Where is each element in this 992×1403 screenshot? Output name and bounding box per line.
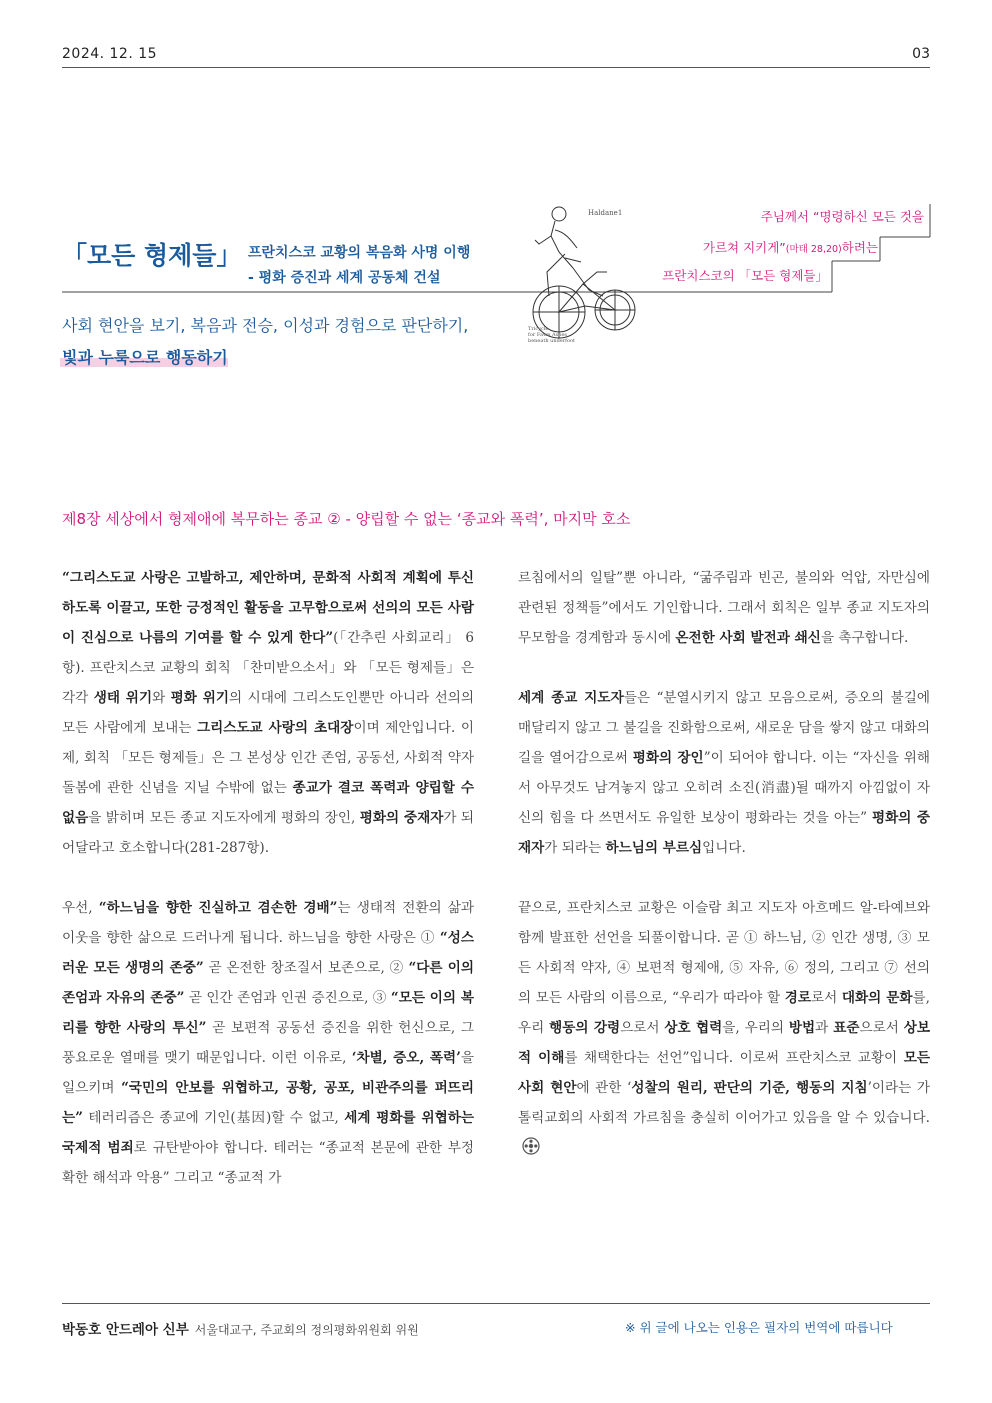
body-column-right: [518, 563, 930, 1193]
author-affiliation: 서울대교구, 주교회의 정의평화위원회 위원: [194, 1323, 419, 1337]
paragraph: 끝으로, 프란치스코 교황은 이슬람 최고 지도자 아흐메드 알-타예브와 함께 발표한 선언을 되풀이합니다. 곧 ① 하느님, ② 인간 생명, ③ 모든 사회적 약자, ④ 보편적 형제애, ⑤ 자유, ⑥ 정의, 그리고 ⑦ 선의의 모든 사람의 이름으로, “우리가 따라야 할 경로로서 대화의 문화를, 우리 행동의 강령으로서 상호 협력을, 우리의 방법과 표준으로서 상보적 이해를 채택한다는 선언”입니다. 이로써 프란치스코 교황이 모든 사회 현안에 관한 ‘성찰의 원리, 판단의 기준, 행동의 지침’이라는 가톨릭교회의 사회적 가르침을 충실히 이어가고 있음을 알 수 있습니다.: [518, 893, 930, 1163]
quote-line-2-main: 가르쳐 지키게”: [702, 240, 786, 255]
author-line: [62, 1318, 419, 1338]
translation-note: ※ 위 글에 나오는 인용은 필자의 번역에 따릅니다: [625, 1320, 893, 1335]
paragraph: 우선, “하느님을 향한 진실하고 겸손한 경배”는 생태적 전환의 삶과 이웃을 향한 삶으로 드러나게 됩니다. 하느님을 향한 사랑은 ① “성스러운 모든 생명의 존중” 곧 온전한 창조질서 보존으로, ② “다른 이의 존엄과 자유의 존중” 곧 인간 존엄과 인권 증진으로, ③ “모든 이의 복리를 향한 사랑의 투신” 곧 보편적 공동선 증진을 위한 헌신으로, 그 풍요로운 열매를 맺기 때문입니다. 이런 이유로, ‘차별, 증오, 폭력’을 일으키며 “국민의 안보를 위협하고, 공황, 공포, 비관주의를 퍼뜨리는” 테러리즘은 종교에 기인(基因)할 수 없고, 세계 평화를 위협하는 국제적 범죄로 규탄받아야 합니다. 테러는 “종교적 본문에 관한 부정확한 해석과 악용” 그리고 “종교적 가: [62, 900, 475, 1186]
paragraph: “그리스도교 사랑은 고발하고, 제안하며, 문화적 사회적 계획에 투신하도록 이끌고, 또한 긍정적인 활동을 고무함으로써 선의의 모든 사람이 진심으로 나름의 기여를 할 수 있게 한다”(「간추린 사회교리」 6항). 프란치스코 교황의 회칙 「찬미받으소서」와 「모든 형제들」은 각각 생태 위기와 평화 위기의 시대에 그리스도인뿐만 아니라 선의의 모든 사람에게 보내는 그리스도교 사랑의 초대장이며 제안입니다. 이제, 회칙 「모든 형제들」은 그 본성상 인간 존엄, 공동선, 사회적 약자 돌봄에 관한 신념을 지닐 수밖에 없는 종교가 결코 폭력과 양립할 수 없음을 밝히며 모든 종교 지도자에게 평화의 장인, 평화의 중재자가 되어달라고 호소합니다(281-287항).: [62, 570, 475, 856]
document-title: 「모든 형제들」: [62, 241, 242, 270]
issue-date: 2024. 12. 15: [62, 46, 158, 62]
chapter-heading: 제8장 세상에서 형제애에 복무하는 종교 ② - 양립할 수 없는 ‘종교와 폭력’, 마지막 호소: [62, 510, 631, 528]
topic-line-2: 빛과 누룩으로 행동하기: [62, 348, 228, 367]
quote-line-2: [703, 238, 878, 256]
subtitle-line-1: 프란치스코 교황의 복음화 사명 이행: [248, 245, 471, 261]
quote-line-3: 프란치스코의 「모든 형제들」: [662, 268, 828, 283]
body-column-left: [62, 563, 474, 1223]
author-name: 박동호 안드레아 신부: [62, 1322, 189, 1338]
subtitle-line-2: - 평화 증진과 세계 공동체 건설: [248, 270, 441, 286]
quote-citation: (마태 28,20): [785, 244, 842, 255]
quote-line-2-end: 하려는: [841, 240, 878, 255]
topic-line-1: 사회 현안을 보기, 복음과 전승, 이성과 경험으로 판단하기,: [62, 316, 469, 335]
illustration-caption-top: Haldane1: [588, 209, 623, 217]
end-mark-icon: [522, 1137, 540, 1155]
title-rules: [0, 0, 992, 400]
paragraph: 르침에서의 일탈”뿐 아니라, “굶주림과 빈곤, 불의와 억압, 자만심에 관련된 정책들”에서도 기인합니다. 그래서 회칙은 일부 종교 지도자의 무모함을 경계함과 동시에 온전한 사회 발전과 쇄신을 촉구합니다.: [518, 570, 930, 646]
illustration-caption-bottom: Tricycle for Fawn Ashes beneath underfoot: [528, 326, 576, 344]
paragraph: 세계 종교 지도자들은 “분열시키지 않고 모음으로써, 증오의 불길에 매달리지 않고 그 불길을 진화함으로써, 새로운 담을 쌓지 않고 대화의 길을 열어감으로써 평화의 장인”이 되어야 합니다. 이는 “자신을 위해서 아무것도 남겨놓지 않고 오히려 소진(消盡)될 때까지 아낌없이 자신의 힘을 다 쓰면서도 유일한 보상이 평화라는 것을 아는” 평화의 중재자가 되라는 하느님의 부르심입니다.: [518, 690, 931, 856]
page-number: 03: [912, 46, 930, 62]
quote-line-1: 주님께서 “명령하신 모든 것을: [760, 209, 924, 224]
footer-rule: [62, 1303, 930, 1304]
